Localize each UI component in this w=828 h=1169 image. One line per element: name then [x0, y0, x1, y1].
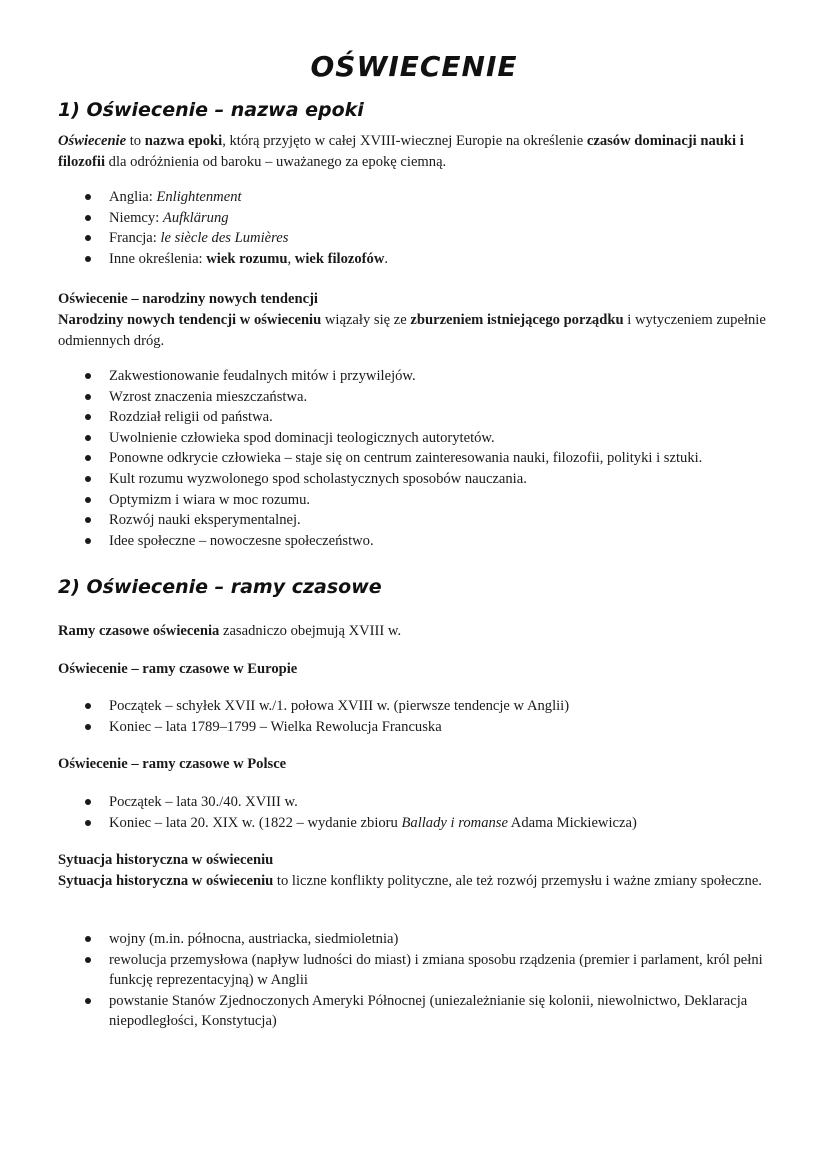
- tendencies-list: [58, 366, 782, 551]
- page-title: OŚWIECENIE: [310, 50, 518, 83]
- list-item: powstanie Stanów Zjednoczonych Ameryki Północnej (uniezależnianie się kolonii, niewolnictwo, Deklaracja niepodległości, Konstytucja): [58, 991, 782, 1032]
- historical-situation: [58, 850, 782, 892]
- section-2-heading: 2) Oświecenie – ramy czasowe: [58, 576, 382, 598]
- list-item: Uwolnienie człowieka spod dominacji teologicznych autorytetów.: [58, 428, 782, 449]
- historical-paragraph: Sytuacja historyczna w oświeceniu to liczne konflikty polityczne, ale też rozwój przemysłu i ważne zmiany społeczne.: [58, 873, 762, 889]
- list-item: Idee społeczne – nowoczesne społeczeństwo.: [58, 531, 782, 552]
- europe-list: [58, 696, 782, 737]
- sub-heading: Oświecenie – narodziny nowych tendencji: [58, 291, 318, 307]
- list-item: rewolucja przemysłowa (napływ ludności do miast) i zmiana sposobu rządzenia (premier i parlament, król pełni funkcję reprezentacyjną) w Anglii: [58, 950, 782, 991]
- list-item: Początek – lata 30./40. XVIII w.: [58, 792, 782, 813]
- poland-heading: Oświecenie – ramy czasowe w Polsce: [58, 756, 287, 772]
- list-item: Koniec – lata 20. XIX w. (1822 – wydanie zbioru Ballady i romanse Adama Mickiewicza): [58, 813, 782, 834]
- historical-list: [58, 929, 782, 1032]
- list-item: Anglia: Enlightenment: [58, 187, 782, 208]
- list-item: Niemcy: Aufklärung: [58, 208, 782, 229]
- europe-heading: Oświecenie – ramy czasowe w Europie: [58, 661, 298, 677]
- list-item: Koniec – lata 1789–1799 – Wielka Rewolucja Francuska: [58, 717, 782, 738]
- intro-paragraph: Oświecenie to nazwa epoki, którą przyjęto w całej XVIII-wiecznej Europie na określenie czasów dominacji nauki i filozofii dla odróżnienia od baroku – uważanego za epokę ciemną.: [58, 133, 744, 170]
- section-2-intro: Ramy czasowe oświecenia zasadniczo obejmują XVIII w.: [58, 623, 402, 639]
- list-item: Zakwestionowanie feudalnych mitów i przywilejów.: [58, 366, 782, 387]
- tendencies-intro: [58, 289, 782, 352]
- poland-list: [58, 792, 782, 833]
- list-item: Rozdział religii od państwa.: [58, 407, 782, 428]
- tendencies-paragraph: Narodziny nowych tendencji w oświeceniu wiązały się ze zburzeniem istniejącego porządku i wytyczeniem zupełnie odmiennych dróg.: [58, 312, 766, 349]
- list-item: Rozwój nauki eksperymentalnej.: [58, 510, 782, 531]
- list-item: Ponowne odkrycie człowieka – staje się on centrum zainteresowania nauki, filozofii, polityki i sztuki.: [58, 448, 782, 469]
- sub-heading: Sytuacja historyczna w oświeceniu: [58, 852, 274, 868]
- section-1-intro: [58, 131, 782, 173]
- list-item: Wzrost znaczenia mieszczaństwa.: [58, 387, 782, 408]
- list-item: Francja: le siècle des Lumières: [58, 228, 782, 249]
- list-item: Inne określenia: wiek rozumu, wiek filozofów.: [58, 249, 782, 270]
- list-item: Początek – schyłek XVII w./1. połowa XVIII w. (pierwsze tendencje w Anglii): [58, 696, 782, 717]
- list-item: wojny (m.in. północna, austriacka, siedmioletnia): [58, 929, 782, 950]
- section-1-heading: 1) Oświecenie – nazwa epoki: [58, 99, 364, 121]
- list-item: Optymizm i wiara w moc rozumu.: [58, 490, 782, 511]
- names-list: [58, 187, 782, 269]
- list-item: Kult rozumu wyzwolonego spod scholastycznych sposobów nauczania.: [58, 469, 782, 490]
